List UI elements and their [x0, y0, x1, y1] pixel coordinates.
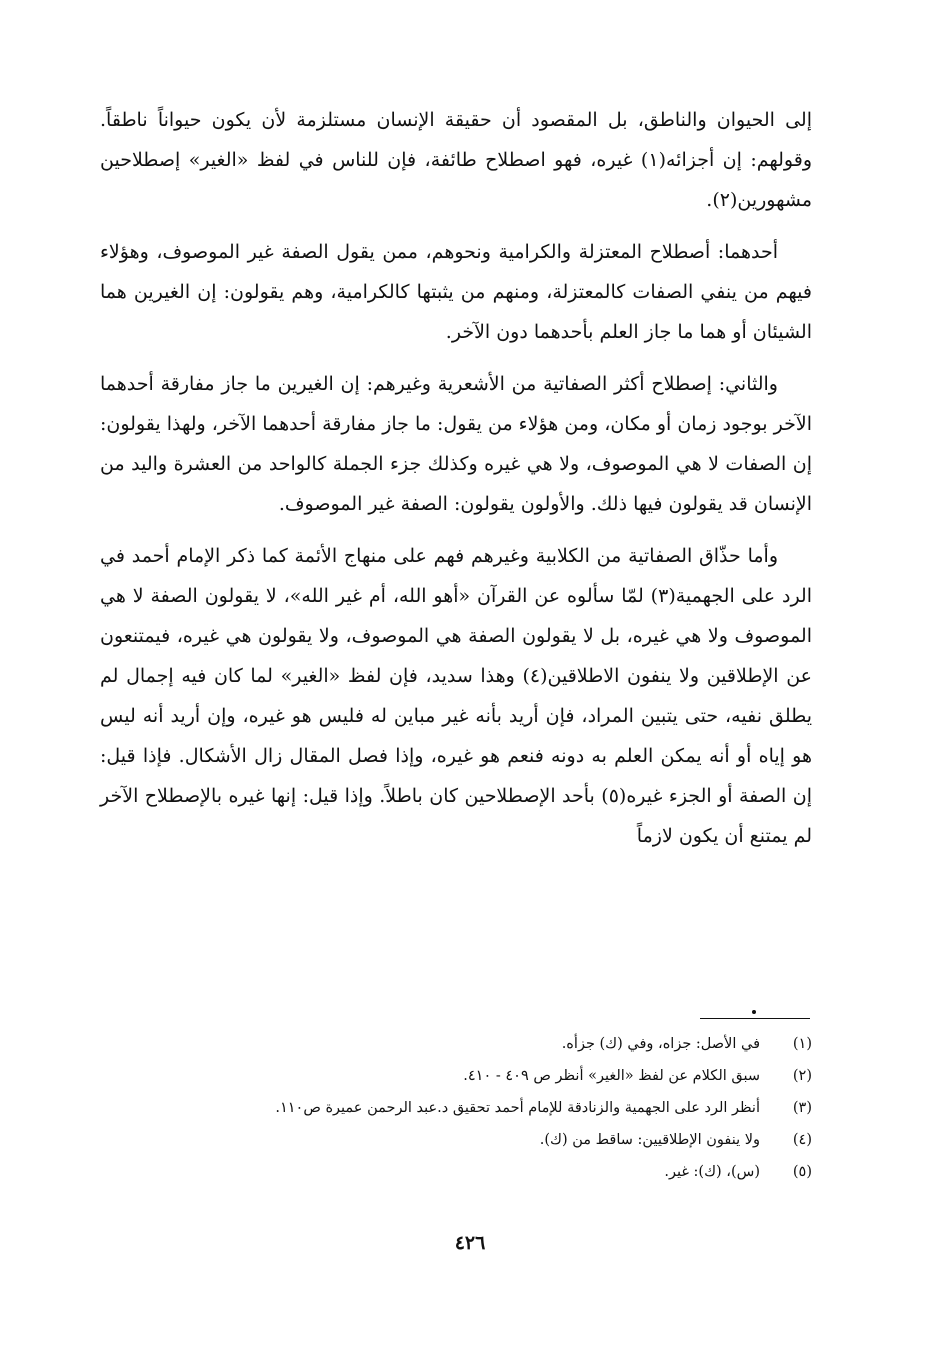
footnote-number: (٥)	[792, 1164, 812, 1180]
paragraph-4: وأما حذّاق الصفاتية من الكلابية وغيرهم فهم على منهاج الأئمة كما ذكر الإمام أحمد في الرد على الجهمية(٣) لمّا سألوه عن القرآن «أهو الله، أم غير الله»، لا يقولون الصفة لا هي الموصوف ولا هي غيره، بل لا يقولون الصفة هي الموصوف، ولا يقولون هي غيره، فيمتنعون عن الإطلاقين ولا ينفون الاطلاقين(٤) وهذا سديد، فإن لفظ «الغير» لما كان فيه إجمال لم يطلق نفيه، حتى يتبين المراد، فإن أريد بأنه غير مباين له فليس هو غيره، وإن أريد أنه ليس هو إياه أو أنه يمكن العلم به دونه فنعم هو غيره، وإذا فصل المقال زال الأشكال. فإذا قيل: إن الصفة أو الجزء غيره(٥) بأحد الإصطلاحين كان باطلاً. وإذا قيل: إنها غيره بالإصطلاح الآخر لم يمتنع أن يكون لازماً	[100, 545, 812, 847]
paragraph-3: والثاني: إصطلاح أكثر الصفاتية من الأشعرية وغيرهم: إن الغيرين ما جاز مفارقة أحدهما الآخر بوجود زمان أو مكان، ومن هؤلاء من يقول: ما جاز مفارقة أحدهما الآخر، ولهذا يقولون: إن الصفات لا هي الموصوف، ولا هي غيره وكذلك جزء الجملة كالواحد من العشرة واليد من الإنسان قد يقولون فيها ذلك. والأولون يقولون: الصفة غير الموصوف.	[100, 373, 812, 515]
footnote-number: (٣)	[792, 1100, 812, 1116]
footnote-number: (١)	[792, 1036, 812, 1052]
footnote-text: في الأصل: جزاه، وفي (ك) جزأه.	[561, 1036, 760, 1052]
footnote-2	[100, 1060, 812, 1092]
main-text	[100, 100, 812, 868]
footnote-3	[100, 1092, 812, 1124]
paragraph-1: إلى الحيوان والناطق، بل المقصود أن حقيقة الإنسان مستلزمة لأن يكون حيواناً ناطقاً. وقولهم: إن أجزائه(١) غيره، فهو اصطلاح طائفة، فإن للناس في لفظ «الغير» إصطلاحين مشهورين(٢).	[100, 109, 813, 211]
footnote-separator	[700, 1018, 810, 1019]
footnote-number: (٢)	[792, 1068, 812, 1084]
footnote-1	[100, 1028, 812, 1060]
footnote-separator-dot	[752, 1010, 756, 1014]
footnote-5	[100, 1156, 812, 1188]
footnote-text: أنظر الرد على الجهمية والزنادقة للإمام أحمد تحقيق د.عبد الرحمن عميرة ص١١٠.	[275, 1100, 760, 1116]
paragraph-2: أحدهما: أصطلاح المعتزلة والكرامية ونحوهم، ممن يقول الصفة غير الموصوف، وهؤلاء فيهم من ينفي الصفات كالمعتزلة، ومنهم من يثبتها كالكرامية، وهم يقولون: إن الغيرين هما الشيئان أو هما ما جاز العلم بأحدهما دون الآخر.	[100, 241, 812, 343]
footnotes	[100, 1028, 812, 1188]
footnote-text: سبق الكلام عن لفظ «الغير» أنظر ص ٤٠٩ - ٤١٠.	[463, 1068, 760, 1084]
footnote-number: (٤)	[792, 1132, 812, 1148]
page-number: ٤٢٦	[454, 1232, 486, 1254]
footnote-text: (س)، (ك): غير.	[664, 1164, 760, 1180]
footnote-4	[100, 1124, 812, 1156]
footnote-text: ولا ينفون الإطلاقيين: ساقط من (ك).	[539, 1132, 760, 1148]
